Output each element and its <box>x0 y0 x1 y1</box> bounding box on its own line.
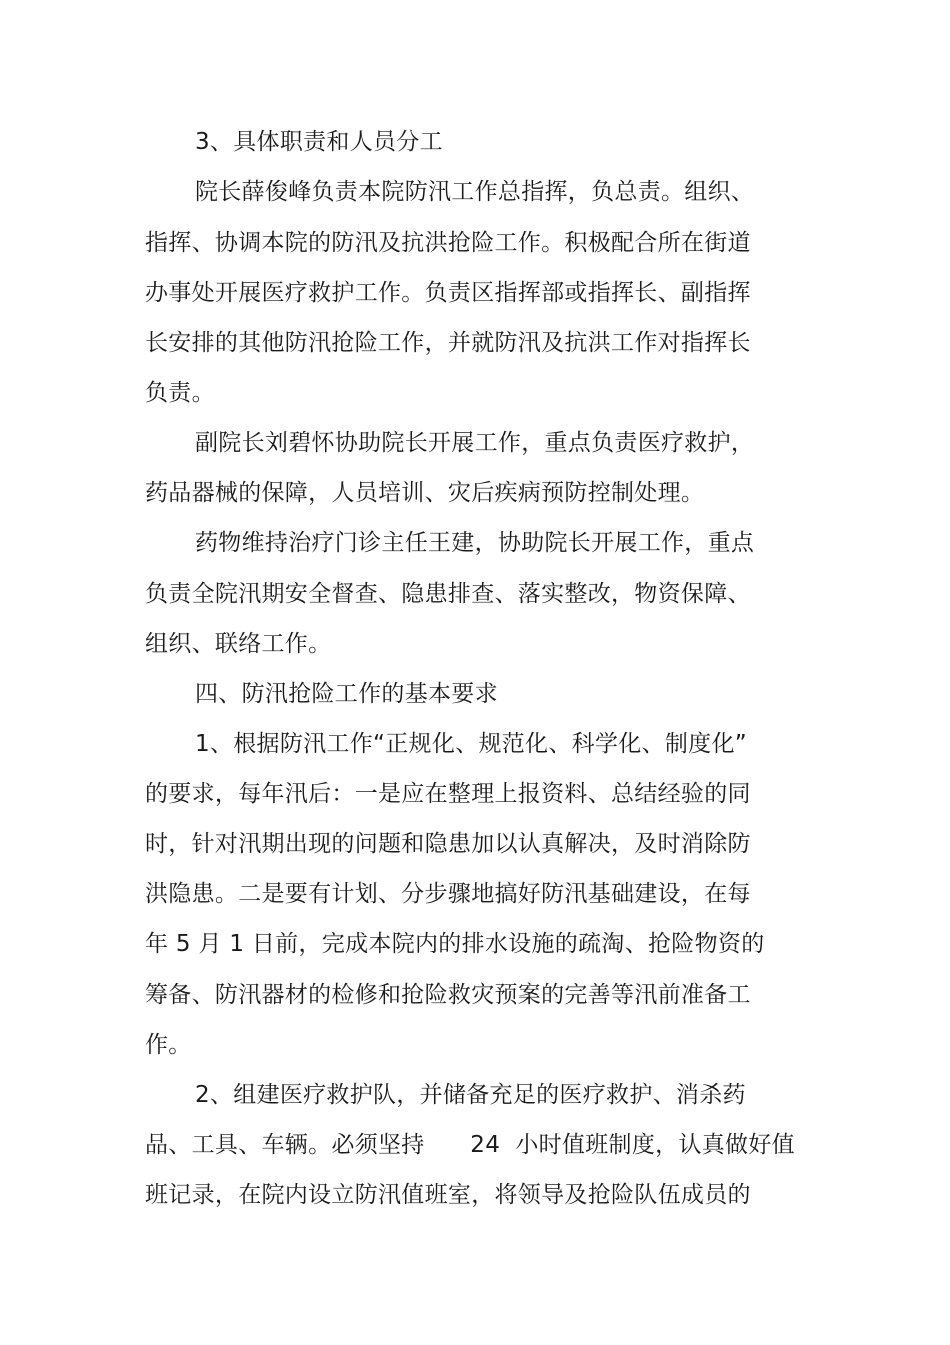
paragraph-line: 1、根据防汛工作“正规化、规范化、科学化、制度化” <box>195 731 747 757</box>
paragraph-line: 药品器械的保障，人员培训、灾后疾病预防控制处理。 <box>145 480 705 506</box>
paragraph-line: 作。 <box>145 1032 192 1058</box>
paragraph-line: 年 5 月 1 日前，完成本院内的排水设施的疏淘、抢险物资的 <box>145 931 765 957</box>
paragraph-line: 班记录，在院内设立防汛值班室，将领导及抢险队伍成员的 <box>145 1182 751 1208</box>
paragraph-line: 办事处开展医疗救护工作。负责区指挥部或指挥长、副指挥 <box>145 280 751 306</box>
paragraph-line: 洪隐患。二是要有计划、分步骤地搞好防汛基础建设，在每 <box>145 881 751 907</box>
paragraph-line: 长安排的其他防汛抢险工作，并就防汛及抗洪工作对指挥长 <box>145 330 751 356</box>
paragraph-line: 药物维持治疗门诊主任王建，协助院长开展工作，重点 <box>195 530 755 556</box>
section-heading-duties: 3、具体职责和人员分工 <box>195 129 443 155</box>
paragraph-line: 组织、联络工作。 <box>145 631 332 657</box>
paragraph-line: 品、工具、车辆。必须坚持 24 小时值班制度，认真做好值 <box>145 1132 795 1158</box>
paragraph-line: 2、组建医疗救护队，并储备充足的医疗救护、消杀药 <box>195 1082 746 1108</box>
paragraph-line: 的要求，每年汛后：一是应在整理上报资料、总结经验的同 <box>145 781 751 807</box>
paragraph-line: 副院长刘碧怀协助院长开展工作，重点负责医疗救护， <box>195 430 755 456</box>
paragraph-line: 负责。 <box>145 380 215 406</box>
paragraph-line: 筹备、防汛器材的检修和抢险救灾预案的完善等汛前准备工 <box>145 982 751 1008</box>
section-heading-requirements: 四、防汛抢险工作的基本要求 <box>195 681 498 707</box>
paragraph-line: 负责全院汛期安全督查、隐患排查、落实整改，物资保障、 <box>145 581 751 607</box>
paragraph-line: 指挥、协调本院的防汛及抗洪抢险工作。积极配合所在街道 <box>145 230 751 256</box>
paragraph-line: 院长薛俊峰负责本院防汛工作总指挥，负总责。组织、 <box>195 179 755 205</box>
paragraph-line: 时，针对汛期出现的问题和隐患加以认真解决，及时消除防 <box>145 831 751 857</box>
